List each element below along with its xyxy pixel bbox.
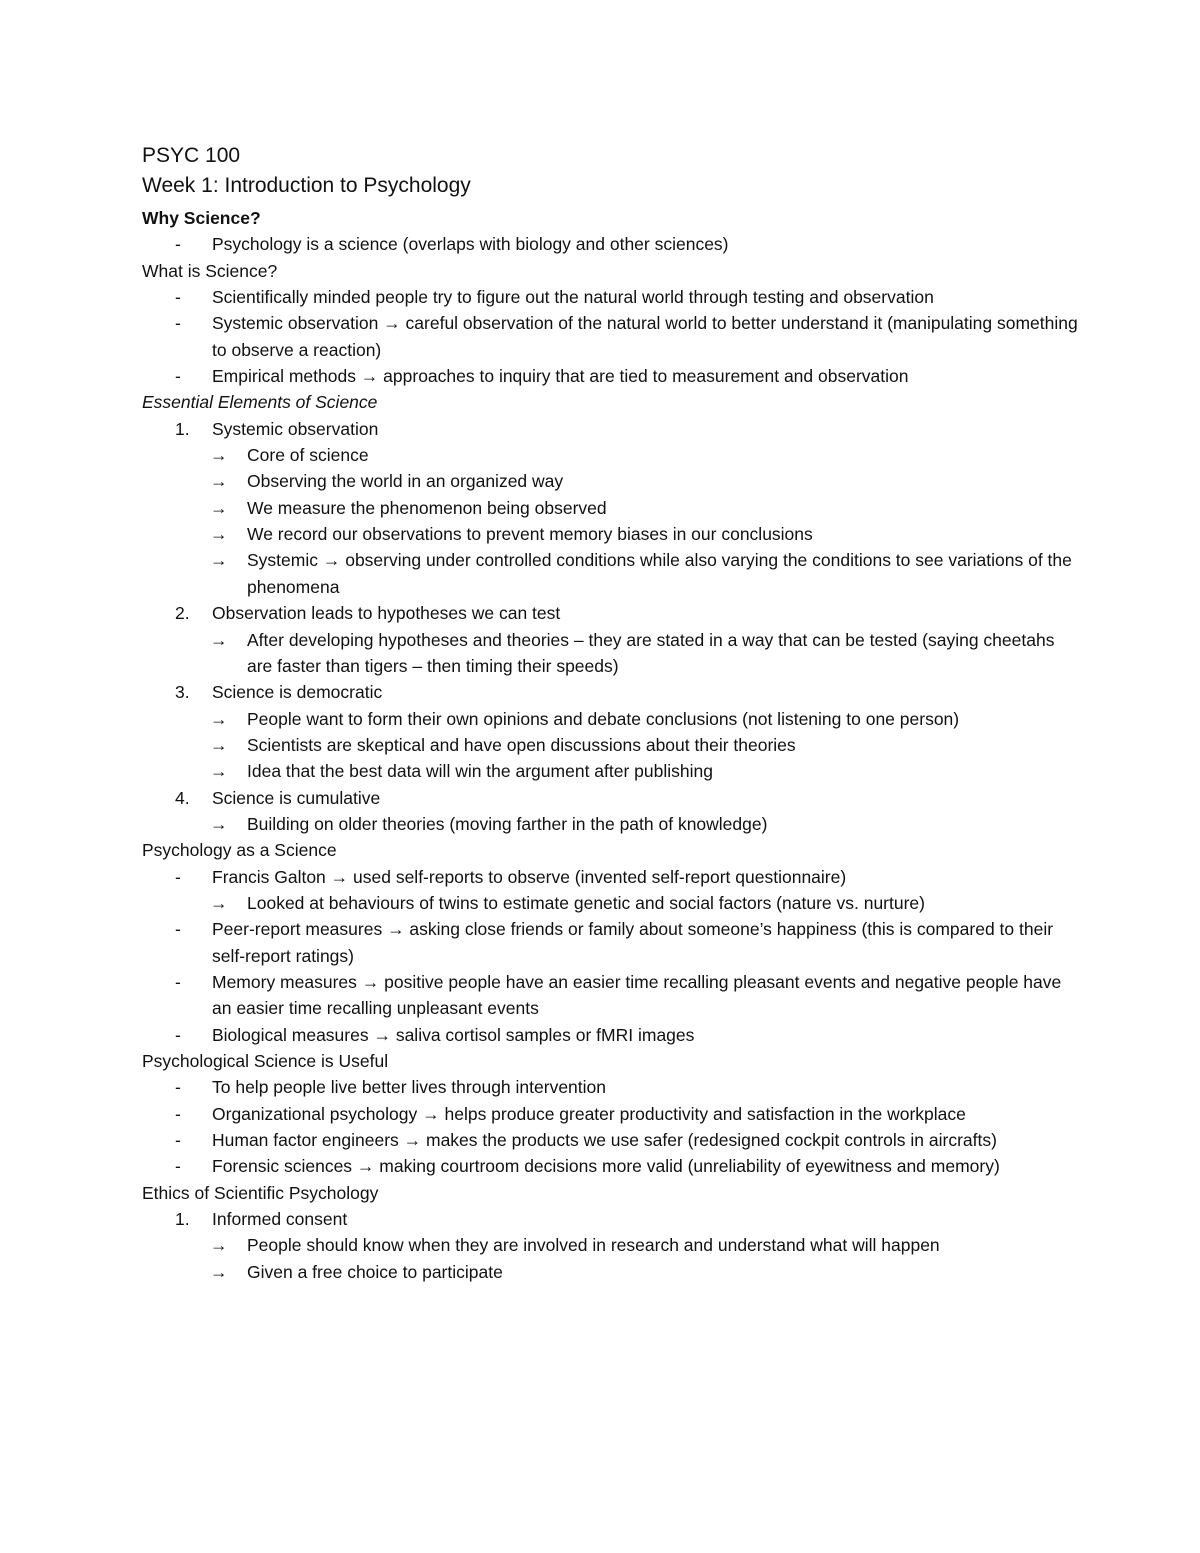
bullet-item [142,969,1082,1022]
item-text: Psychology is a science (overlaps with biology and other sciences) [212,234,729,255]
bullet-item [142,864,1082,890]
sub-item [142,706,1082,732]
sub-item-text: Core of science [247,445,369,466]
sub-item-text: Systemic → observing under controlled conditions while also varying the conditions to see variations of the phenomena [247,550,1072,597]
dash-marker: - [175,1156,181,1177]
numbered-item [142,1206,1082,1232]
bullet-item [142,310,1082,363]
sub-item [142,442,1082,468]
arrow-marker: → [210,1261,228,1282]
arrow-marker: → [210,497,228,518]
bullet-item [142,1101,1082,1127]
arrow-marker: → [210,813,228,834]
arrow-marker: → [210,892,228,913]
item-text: To help people live better lives through intervention [212,1077,606,1098]
item-text: Memory measures → positive people have an easier time recalling pleasant events and negative people have an easier time recalling unpleasant events [212,971,1062,1019]
bullet-item [142,1022,1082,1048]
section-heading: What is Science? [142,260,278,281]
item-text: Empirical methods → approaches to inquiry that are tied to measurement and observation [212,366,909,387]
bullet-item [142,231,1082,257]
dash-marker: - [175,234,181,255]
sub-item [142,1232,1082,1258]
sub-item-text: Looked at behaviours of twins to estimate genetic and social factors (nature vs. nurture) [247,892,925,913]
arrow-marker: → [210,445,228,466]
dash-marker: - [175,866,181,887]
sub-item-text: We measure the phenomenon being observed [247,497,607,518]
sub-item-text: People should know when they are involved in research and understand what will happen [247,1235,940,1256]
sub-item-text: We record our observations to prevent memory biases in our conclusions [247,524,813,545]
notes-body [142,205,1082,1285]
dash-marker: - [175,1077,181,1098]
item-text: Francis Galton → used self-reports to observe (invented self-report questionnaire) [212,866,847,887]
item-number: 1. [175,418,190,439]
item-number: 1. [175,1209,190,1230]
bullet-item [142,916,1082,969]
item-text: Human factor engineers → makes the products we use safer (redesigned cockpit controls in aircrafts) [212,1130,997,1151]
numbered-item [142,679,1082,705]
item-text: Scientifically minded people try to figure out the natural world through testing and observation [212,287,934,308]
arrow-marker: → [210,734,228,755]
section-heading: Ethics of Scientific Psychology [142,1182,379,1203]
sub-item-text: Idea that the best data will win the argument after publishing [247,761,713,782]
item-text: Systemic observation → careful observation of the natural world to better understand it (manipulating something to observe a reaction) [212,313,1078,360]
sub-item [142,890,1082,916]
item-text: Observation leads to hypotheses we can test [212,603,561,624]
item-text: Peer-report measures → asking close friends or family about someone’s happiness (this is compared to their self-report ratings) [212,919,1054,966]
dash-marker: - [175,919,181,940]
sub-item [142,1259,1082,1285]
item-text: Science is democratic [212,682,383,703]
dash-marker: - [175,1130,181,1151]
bullet-item [142,1127,1082,1153]
numbered-item [142,600,1082,626]
item-text: Systemic observation [212,418,379,439]
item-number: 3. [175,682,190,703]
document-page [142,141,1082,1285]
numbered-item [142,785,1082,811]
bullet-item [142,1153,1082,1179]
section-heading: Psychology as a Science [142,840,337,861]
arrow-marker: → [210,550,228,571]
sub-item [142,521,1082,547]
numbered-item [142,416,1082,442]
dash-marker: - [175,313,181,334]
sub-item [142,758,1082,784]
dash-marker: - [175,1024,181,1045]
section-heading: Psychological Science is Useful [142,1051,389,1071]
bullet-item [142,284,1082,310]
arrow-marker: → [210,708,228,729]
dash-marker: - [175,287,181,308]
arrow-marker: → [210,629,228,650]
section-heading: Why Science? [142,208,261,228]
sub-item [142,495,1082,521]
sub-item [142,627,1082,680]
item-number: 4. [175,787,190,808]
sub-item-text: Building on older theories (moving farther in the path of knowledge) [247,813,768,834]
sub-item-text: After developing hypotheses and theories – they are stated in a way that can be tested (saying cheetahs are faster than tigers – then timing their speeds) [247,629,1055,676]
item-text: Organizational psychology → helps produce greater productivity and satisfaction in the workplace [212,1103,966,1124]
bullet-item [142,363,1082,389]
item-number: 2. [175,603,190,624]
dash-marker: - [175,971,181,992]
sub-item [142,547,1082,600]
dash-marker: - [175,1103,181,1124]
section-heading: Essential Elements of Science [142,392,378,413]
item-text: Informed consent [212,1209,348,1230]
sub-item-text: Observing the world in an organized way [247,471,564,492]
sub-item [142,811,1082,837]
sub-item-text: Given a free choice to participate [247,1261,503,1282]
item-text: Forensic sciences → making courtroom decisions more valid (unreliability of eyewitness and memory) [212,1156,1000,1177]
arrow-marker: → [210,471,228,492]
sub-item [142,732,1082,758]
arrow-marker: → [210,524,228,545]
dash-marker: - [175,366,181,387]
arrow-marker: → [210,1235,228,1256]
sub-item-text: People want to form their own opinions and debate conclusions (not listening to one person) [247,708,960,729]
bullet-item [142,1074,1082,1100]
sub-item [142,468,1082,494]
item-text: Science is cumulative [212,787,381,808]
course-title: PSYC 100 [142,144,241,167]
week-title: Week 1: Introduction to Psychology [142,174,471,197]
item-text: Biological measures → saliva cortisol samples or fMRI images [212,1024,695,1045]
arrow-marker: → [210,761,228,782]
sub-item-text: Scientists are skeptical and have open discussions about their theories [247,734,796,755]
